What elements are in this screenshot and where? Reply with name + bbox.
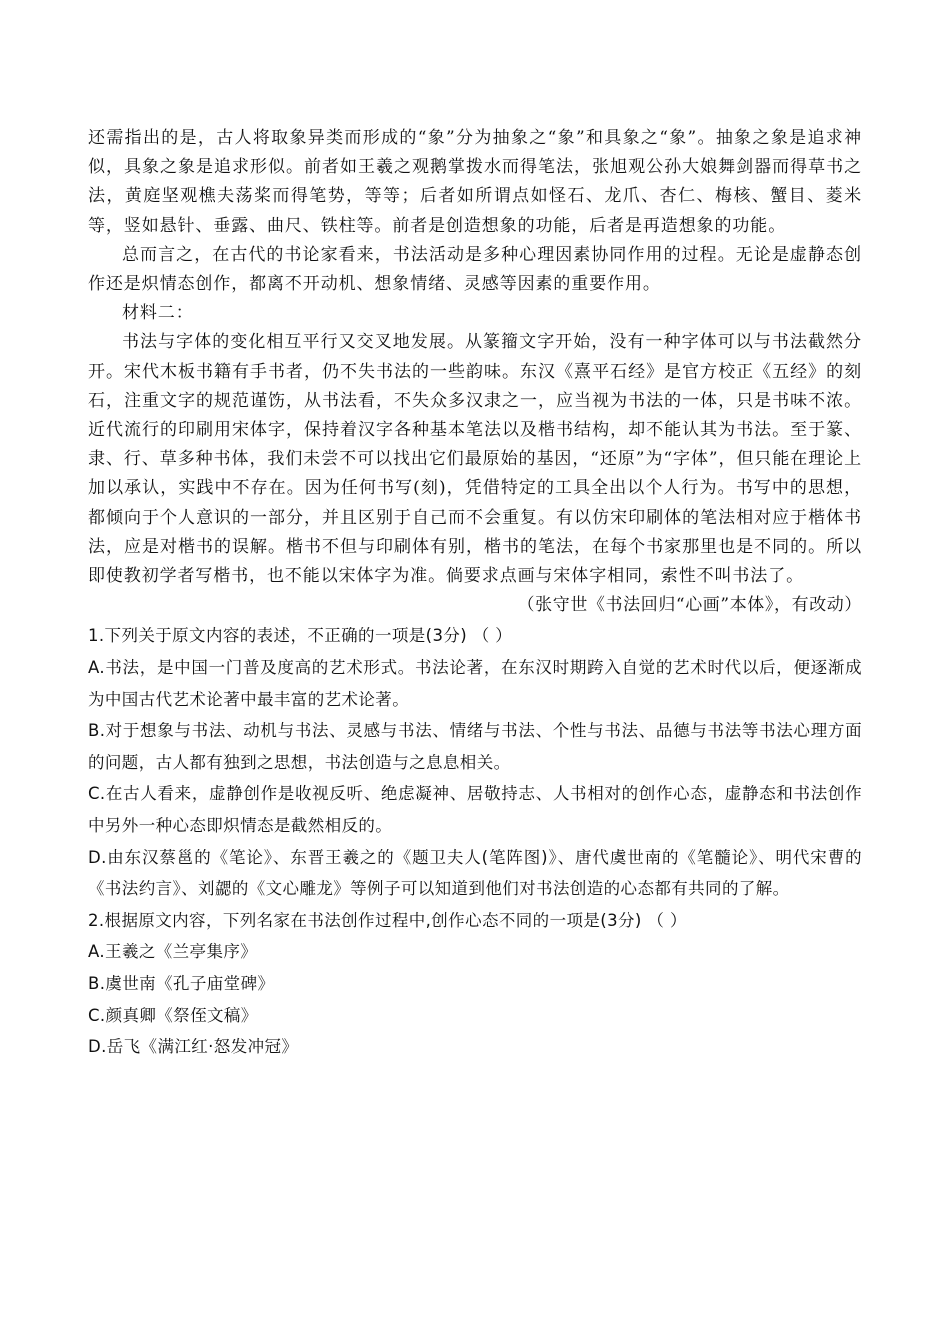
question-1 [88,620,862,904]
material-two-label: 材料二： [122,303,194,324]
question-2-option-c: C.颜真卿《祭侄文稿》 [88,1005,258,1025]
question-2-option-d: D.岳飞《满江红·怒发冲冠》 [88,1037,299,1057]
passage-paragraph-2: 总而言之，在古代的书论家看来，书法活动是多种心理因素协同作用的过程。无论是虚静态创作还是炽情态创作，都离不开动机、想象情绪、灵感等因素的重要作用。 [88,244,862,295]
question-2-stem: 2.根据原文内容，下列名家在书法创作过程中,创作心态不同的一项是(3分) （ ） [88,910,687,930]
question-1-option-a: A.书法，是中国一门普及度高的艺术形式。书法论著，在东汉时期跨入自觉的艺术时代以后，便逐渐成为中国古代艺术论著中最丰富的艺术论著。 [88,658,862,709]
question-2-option-b: B.虞世南《孔子庙堂碑》 [88,973,275,993]
question-1-option-d: D.由东汉蔡邕的《笔论》、东晋王羲之的《题卫夫人(笔阵图)》、唐代虞世南的《笔髓论》、明代宋曹的《书法约言》、刘勰的《文心雕龙》等例子可以知道到他们对书法创造的心态都有共同的了解。 [88,847,862,899]
question-2-option-a: A.王羲之《兰亭集序》 [88,942,258,962]
passage-paragraph-1: 还需指出的是，古人将取象异类而形成的“象”分为抽象之“象”和具象之“象”。抽象之象是追求神似，具象之象是追求形似。前者如王羲之观鹅掌拨水而得笔法，张旭观公孙大娘舞剑器而得草书之法，黄庭坚观樵夫荡桨而得笔势，等等；后者如所谓点如怪石、龙爪、杏仁、梅核、蟹目、菱米等，竖如悬针、垂露、曲尺、铁柱等。前者是创造想象的功能，后者是再造想象的功能。 [88,128,862,236]
question-2 [88,905,862,1063]
passage-source: （张守世《书法回归“心画”本体》，有改动） [517,595,862,616]
question-1-option-b: B.对于想象与书法、动机与书法、灵感与书法、情绪与书法、个性与书法、品德与书法等书法心理方面的问题，古人都有独到之思想，书法创造与之息息相关。 [88,721,862,772]
question-1-stem: 1.下列关于原文内容的表述，不正确的一项是(3分) （ ） [88,626,513,646]
document-page [88,124,862,1063]
passage-paragraph-3: 书法与字体的变化相互平行又交叉地发展。从篆籀文字开始，没有一种字体可以与书法截然分开。宋代木板书籍有手书者，仍不失书法的一些韵味。东汉《熹平石经》是官方校正《五经》的刻石，注重文字的规范谨饬，从书法看，不失众多汉隶之一，应当视为书法的一体，只是书味不浓。近代流行的印刷用宋体字，保持着汉字各种基本笔法以及楷书结构，却不能认其为书法。至于篆、隶、行、草多种书体，我们未尝不可以找出它们最原始的基因，“还原”为“字体”，但只能在理论上加以承认，实践中不存在。因为任何书写(刻)，凭借特定的工具全出以个人行为。书写中的思想，都倾向于个人意识的一部分，并且区别于自己而不会重复。有以仿宋印刷体的笔法相对应于楷体书法，应是对楷书的误解。楷书不但与印刷体有别，楷书的笔法，在每个书家那里也是不同的。所以即使教初学者写楷书，也不能以宋体字为准。倘要求点画与宋体字相同，索性不叫书法了。 [88,332,862,587]
question-1-option-c: C.在古人看来，虚静创作是收视反听、绝虑凝神、居敬持志、人书相对的创作心态，虚静态和书法创作中另外一种心态即炽情态是截然相反的。 [88,784,862,836]
